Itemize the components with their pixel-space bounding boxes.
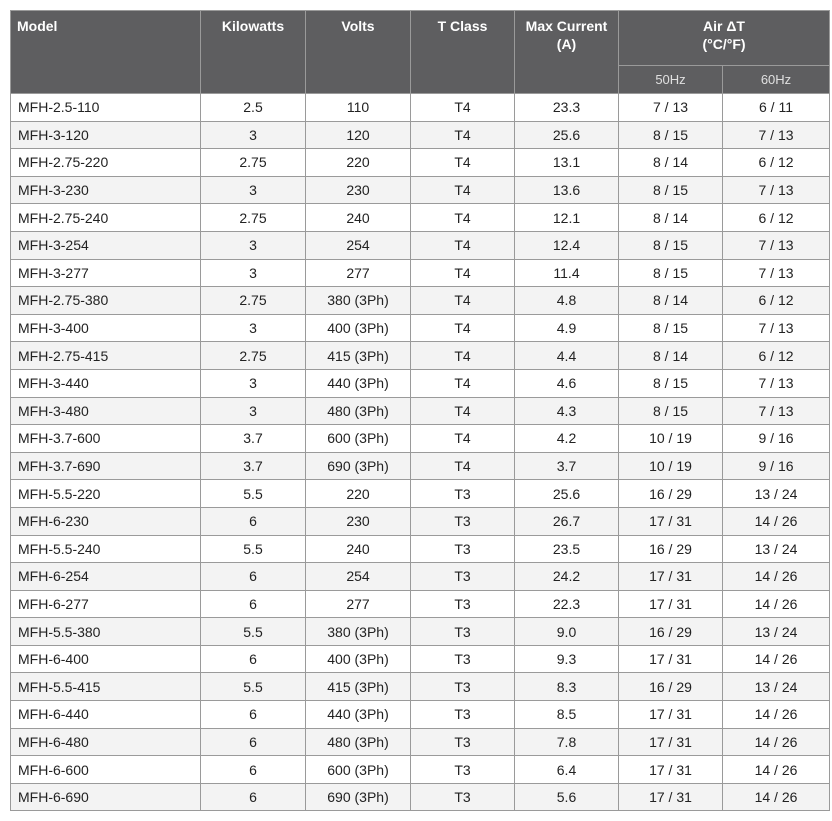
table-row: [11, 590, 830, 618]
air-dt-60hz-cell: 14 / 26: [723, 590, 830, 618]
air-dt-60hz-cell: 14 / 26: [723, 756, 830, 784]
t-class-cell: T3: [411, 480, 515, 508]
header-max-current: [515, 11, 619, 94]
kilowatts-cell: 3.7: [201, 452, 306, 480]
model-cell: MFH-3-254: [11, 231, 201, 259]
header-volts: Volts: [306, 11, 411, 94]
max-current-cell: 13.6: [515, 176, 619, 204]
header-max-current-label: Max Current: [525, 18, 608, 34]
model-cell: MFH-2.75-380: [11, 287, 201, 315]
air-dt-60hz-cell: 9 / 16: [723, 425, 830, 453]
volts-cell: 254: [306, 231, 411, 259]
t-class-cell: T3: [411, 783, 515, 811]
max-current-cell: 12.4: [515, 231, 619, 259]
t-class-cell: T4: [411, 259, 515, 287]
table-row: [11, 480, 830, 508]
t-class-cell: T4: [411, 397, 515, 425]
air-dt-50hz-cell: 16 / 29: [619, 480, 723, 508]
volts-cell: 600 (3Ph): [306, 756, 411, 784]
kilowatts-cell: 6: [201, 701, 306, 729]
max-current-cell: 11.4: [515, 259, 619, 287]
max-current-cell: 9.0: [515, 618, 619, 646]
model-cell: MFH-5.5-415: [11, 673, 201, 701]
t-class-cell: T4: [411, 94, 515, 122]
air-dt-50hz-cell: 8 / 15: [619, 314, 723, 342]
kilowatts-cell: 6: [201, 783, 306, 811]
t-class-cell: T3: [411, 507, 515, 535]
volts-cell: 380 (3Ph): [306, 618, 411, 646]
kilowatts-cell: 3: [201, 121, 306, 149]
volts-cell: 380 (3Ph): [306, 287, 411, 315]
table-row: [11, 121, 830, 149]
max-current-cell: 8.5: [515, 701, 619, 729]
volts-cell: 240: [306, 204, 411, 232]
max-current-cell: 12.1: [515, 204, 619, 232]
model-cell: MFH-3-440: [11, 369, 201, 397]
air-dt-60hz-cell: 6 / 12: [723, 287, 830, 315]
model-cell: MFH-6-230: [11, 507, 201, 535]
model-cell: MFH-6-440: [11, 701, 201, 729]
volts-cell: 400 (3Ph): [306, 314, 411, 342]
t-class-cell: T4: [411, 287, 515, 315]
air-dt-50hz-cell: 17 / 31: [619, 728, 723, 756]
air-dt-50hz-cell: 8 / 14: [619, 204, 723, 232]
table-row: [11, 645, 830, 673]
max-current-cell: 4.8: [515, 287, 619, 315]
kilowatts-cell: 2.75: [201, 149, 306, 177]
air-dt-60hz-cell: 14 / 26: [723, 563, 830, 591]
t-class-cell: T4: [411, 149, 515, 177]
air-dt-50hz-cell: 8 / 14: [619, 342, 723, 370]
t-class-cell: T3: [411, 590, 515, 618]
table-row: [11, 783, 830, 811]
max-current-cell: 3.7: [515, 452, 619, 480]
t-class-cell: T3: [411, 701, 515, 729]
max-current-cell: 24.2: [515, 563, 619, 591]
air-dt-50hz-cell: 8 / 15: [619, 369, 723, 397]
kilowatts-cell: 5.5: [201, 480, 306, 508]
table-row: [11, 342, 830, 370]
volts-cell: 440 (3Ph): [306, 369, 411, 397]
air-dt-50hz-cell: 8 / 15: [619, 176, 723, 204]
t-class-cell: T4: [411, 452, 515, 480]
kilowatts-cell: 5.5: [201, 618, 306, 646]
max-current-cell: 26.7: [515, 507, 619, 535]
air-dt-60hz-cell: 6 / 12: [723, 342, 830, 370]
model-cell: MFH-6-254: [11, 563, 201, 591]
air-dt-60hz-cell: 7 / 13: [723, 369, 830, 397]
kilowatts-cell: 3: [201, 231, 306, 259]
volts-cell: 690 (3Ph): [306, 783, 411, 811]
table-row: [11, 176, 830, 204]
table-row: [11, 507, 830, 535]
t-class-cell: T4: [411, 176, 515, 204]
t-class-cell: T3: [411, 673, 515, 701]
volts-cell: 110: [306, 94, 411, 122]
air-dt-50hz-cell: 10 / 19: [619, 452, 723, 480]
model-cell: MFH-6-600: [11, 756, 201, 784]
t-class-cell: T4: [411, 231, 515, 259]
air-dt-60hz-cell: 13 / 24: [723, 480, 830, 508]
volts-cell: 480 (3Ph): [306, 728, 411, 756]
max-current-cell: 4.9: [515, 314, 619, 342]
t-class-cell: T3: [411, 563, 515, 591]
air-dt-50hz-cell: 16 / 29: [619, 673, 723, 701]
t-class-cell: T4: [411, 121, 515, 149]
model-cell: MFH-5.5-220: [11, 480, 201, 508]
volts-cell: 254: [306, 563, 411, 591]
air-dt-50hz-cell: 17 / 31: [619, 645, 723, 673]
air-dt-50hz-cell: 17 / 31: [619, 756, 723, 784]
table-row: [11, 618, 830, 646]
max-current-cell: 5.6: [515, 783, 619, 811]
table-row: [11, 397, 830, 425]
table-header: [11, 11, 830, 94]
spec-table-wrapper: [10, 10, 830, 811]
air-dt-60hz-cell: 14 / 26: [723, 783, 830, 811]
max-current-cell: 6.4: [515, 756, 619, 784]
model-cell: MFH-6-480: [11, 728, 201, 756]
table-row: [11, 287, 830, 315]
t-class-cell: T4: [411, 425, 515, 453]
kilowatts-cell: 3: [201, 314, 306, 342]
kilowatts-cell: 6: [201, 507, 306, 535]
header-air-dt: [619, 11, 830, 66]
volts-cell: 240: [306, 535, 411, 563]
t-class-cell: T3: [411, 728, 515, 756]
header-50hz: 50Hz: [619, 66, 723, 94]
air-dt-50hz-cell: 8 / 15: [619, 259, 723, 287]
heater-spec-table: [10, 10, 830, 811]
kilowatts-cell: 6: [201, 563, 306, 591]
air-dt-60hz-cell: 7 / 13: [723, 176, 830, 204]
t-class-cell: T3: [411, 756, 515, 784]
t-class-cell: T4: [411, 369, 515, 397]
air-dt-60hz-cell: 6 / 12: [723, 204, 830, 232]
air-dt-50hz-cell: 8 / 14: [619, 149, 723, 177]
max-current-cell: 25.6: [515, 121, 619, 149]
air-dt-50hz-cell: 17 / 31: [619, 590, 723, 618]
kilowatts-cell: 5.5: [201, 535, 306, 563]
air-dt-60hz-cell: 13 / 24: [723, 535, 830, 563]
air-dt-50hz-cell: 17 / 31: [619, 507, 723, 535]
air-dt-60hz-cell: 14 / 26: [723, 645, 830, 673]
table-row: [11, 452, 830, 480]
model-cell: MFH-3.7-690: [11, 452, 201, 480]
max-current-cell: 4.4: [515, 342, 619, 370]
volts-cell: 415 (3Ph): [306, 673, 411, 701]
table-row: [11, 563, 830, 591]
air-dt-50hz-cell: 16 / 29: [619, 618, 723, 646]
air-dt-50hz-cell: 17 / 31: [619, 563, 723, 591]
volts-cell: 220: [306, 480, 411, 508]
t-class-cell: T3: [411, 535, 515, 563]
model-cell: MFH-3-230: [11, 176, 201, 204]
air-dt-60hz-cell: 14 / 26: [723, 701, 830, 729]
max-current-cell: 8.3: [515, 673, 619, 701]
air-dt-60hz-cell: 9 / 16: [723, 452, 830, 480]
air-dt-50hz-cell: 8 / 15: [619, 121, 723, 149]
kilowatts-cell: 6: [201, 590, 306, 618]
table-row: [11, 756, 830, 784]
table-row: [11, 535, 830, 563]
max-current-cell: 7.8: [515, 728, 619, 756]
air-dt-60hz-cell: 7 / 13: [723, 314, 830, 342]
air-dt-60hz-cell: 14 / 26: [723, 728, 830, 756]
kilowatts-cell: 2.75: [201, 204, 306, 232]
max-current-cell: 4.3: [515, 397, 619, 425]
kilowatts-cell: 3: [201, 397, 306, 425]
kilowatts-cell: 3.7: [201, 425, 306, 453]
model-cell: MFH-6-277: [11, 590, 201, 618]
volts-cell: 230: [306, 176, 411, 204]
air-dt-60hz-cell: 13 / 24: [723, 673, 830, 701]
header-max-current-unit: (A): [556, 36, 577, 52]
model-cell: MFH-3-277: [11, 259, 201, 287]
model-cell: MFH-6-400: [11, 645, 201, 673]
max-current-cell: 25.6: [515, 480, 619, 508]
kilowatts-cell: 3: [201, 259, 306, 287]
table-row: [11, 94, 830, 122]
max-current-cell: 4.2: [515, 425, 619, 453]
air-dt-60hz-cell: 6 / 11: [723, 94, 830, 122]
table-row: [11, 701, 830, 729]
air-dt-60hz-cell: 7 / 13: [723, 259, 830, 287]
model-cell: MFH-5.5-240: [11, 535, 201, 563]
air-dt-50hz-cell: 16 / 29: [619, 535, 723, 563]
t-class-cell: T4: [411, 342, 515, 370]
model-cell: MFH-2.5-110: [11, 94, 201, 122]
volts-cell: 277: [306, 259, 411, 287]
model-cell: MFH-5.5-380: [11, 618, 201, 646]
air-dt-50hz-cell: 7 / 13: [619, 94, 723, 122]
table-row: [11, 204, 830, 232]
volts-cell: 415 (3Ph): [306, 342, 411, 370]
t-class-cell: T3: [411, 645, 515, 673]
air-dt-50hz-cell: 17 / 31: [619, 783, 723, 811]
t-class-cell: T3: [411, 618, 515, 646]
table-row: [11, 231, 830, 259]
volts-cell: 120: [306, 121, 411, 149]
volts-cell: 690 (3Ph): [306, 452, 411, 480]
model-cell: MFH-3.7-600: [11, 425, 201, 453]
header-t-class: T Class: [411, 11, 515, 94]
header-air-dt-label: Air ΔT: [703, 18, 745, 34]
max-current-cell: 22.3: [515, 590, 619, 618]
kilowatts-cell: 3: [201, 369, 306, 397]
air-dt-50hz-cell: 8 / 15: [619, 231, 723, 259]
table-row: [11, 259, 830, 287]
model-cell: MFH-3-400: [11, 314, 201, 342]
model-cell: MFH-3-480: [11, 397, 201, 425]
air-dt-60hz-cell: 13 / 24: [723, 618, 830, 646]
air-dt-50hz-cell: 8 / 15: [619, 397, 723, 425]
table-row: [11, 673, 830, 701]
model-cell: MFH-3-120: [11, 121, 201, 149]
air-dt-50hz-cell: 8 / 14: [619, 287, 723, 315]
table-row: [11, 425, 830, 453]
air-dt-50hz-cell: 17 / 31: [619, 701, 723, 729]
air-dt-60hz-cell: 7 / 13: [723, 397, 830, 425]
air-dt-60hz-cell: 7 / 13: [723, 121, 830, 149]
table-row: [11, 314, 830, 342]
header-model: Model: [11, 11, 201, 94]
kilowatts-cell: 3: [201, 176, 306, 204]
kilowatts-cell: 2.5: [201, 94, 306, 122]
header-air-dt-unit: (°C/°F): [702, 36, 746, 52]
table-body: [11, 94, 830, 811]
max-current-cell: 13.1: [515, 149, 619, 177]
air-dt-50hz-cell: 10 / 19: [619, 425, 723, 453]
air-dt-60hz-cell: 14 / 26: [723, 507, 830, 535]
table-row: [11, 728, 830, 756]
kilowatts-cell: 6: [201, 645, 306, 673]
volts-cell: 480 (3Ph): [306, 397, 411, 425]
max-current-cell: 23.3: [515, 94, 619, 122]
volts-cell: 220: [306, 149, 411, 177]
table-row: [11, 149, 830, 177]
kilowatts-cell: 6: [201, 728, 306, 756]
t-class-cell: T4: [411, 314, 515, 342]
header-60hz: 60Hz: [723, 66, 830, 94]
model-cell: MFH-2.75-240: [11, 204, 201, 232]
model-cell: MFH-2.75-220: [11, 149, 201, 177]
kilowatts-cell: 6: [201, 756, 306, 784]
max-current-cell: 23.5: [515, 535, 619, 563]
volts-cell: 277: [306, 590, 411, 618]
volts-cell: 440 (3Ph): [306, 701, 411, 729]
t-class-cell: T4: [411, 204, 515, 232]
volts-cell: 230: [306, 507, 411, 535]
max-current-cell: 4.6: [515, 369, 619, 397]
volts-cell: 400 (3Ph): [306, 645, 411, 673]
kilowatts-cell: 2.75: [201, 287, 306, 315]
air-dt-60hz-cell: 7 / 13: [723, 231, 830, 259]
air-dt-60hz-cell: 6 / 12: [723, 149, 830, 177]
model-cell: MFH-6-690: [11, 783, 201, 811]
kilowatts-cell: 2.75: [201, 342, 306, 370]
table-row: [11, 369, 830, 397]
model-cell: MFH-2.75-415: [11, 342, 201, 370]
max-current-cell: 9.3: [515, 645, 619, 673]
header-kilowatts: Kilowatts: [201, 11, 306, 94]
kilowatts-cell: 5.5: [201, 673, 306, 701]
volts-cell: 600 (3Ph): [306, 425, 411, 453]
